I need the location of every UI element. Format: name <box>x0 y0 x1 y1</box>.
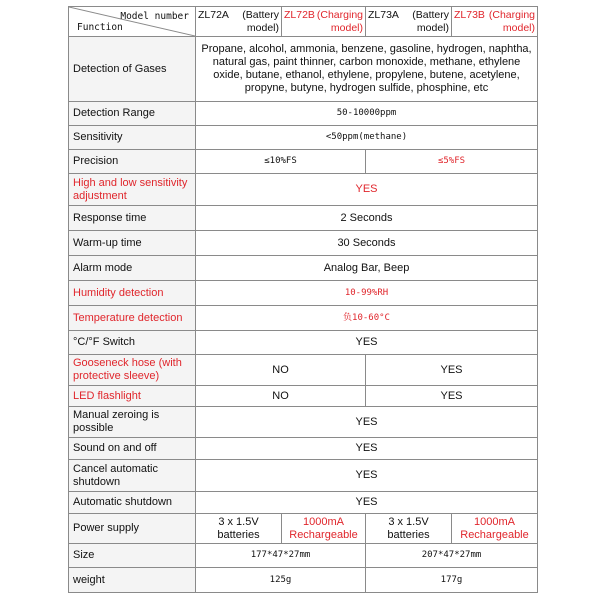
sensitivity-value: <50ppm(methane) <box>196 126 538 150</box>
row-sensitivity-adjustment <box>69 174 538 206</box>
humidity-value: 10-99%RH <box>196 281 538 306</box>
row-response-time <box>69 206 538 231</box>
model-type-suffix: model) <box>246 21 279 34</box>
model-number-label: Model number <box>120 11 189 22</box>
gooseneck-value-a: NO <box>196 355 366 386</box>
function-label: High and low sensitivity adjustment <box>69 174 196 206</box>
row-cancel-auto-shutdown <box>69 460 538 492</box>
function-label: LED flashlight <box>69 386 196 407</box>
power-rechargeable-b: 1000mA Rechargeable <box>452 514 538 544</box>
precision-value-a: ≤10%FS <box>196 150 366 174</box>
model-name: ZL73B <box>454 8 485 21</box>
temperature-value: 负10-60°C <box>196 306 538 331</box>
led-value-b: YES <box>366 386 538 407</box>
size-value-a: 177*47*27mm <box>196 544 366 568</box>
row-weight <box>69 568 538 593</box>
auto-value: YES <box>196 492 538 514</box>
model-name: ZL73A <box>368 8 399 21</box>
sound-value: YES <box>196 438 538 460</box>
model-name: ZL72B <box>284 8 315 21</box>
switch-value: YES <box>196 331 538 355</box>
model-header-zl73a <box>366 7 452 37</box>
model-header-zl73b <box>452 7 538 37</box>
corner-header-cell <box>69 7 196 37</box>
row-automatic-shutdown <box>69 492 538 514</box>
function-label: Automatic shutdown <box>69 492 196 514</box>
function-label: Function <box>77 22 123 33</box>
led-value-a: NO <box>196 386 366 407</box>
weight-value-b: 177g <box>366 568 538 593</box>
row-led-flashlight <box>69 386 538 407</box>
function-label: Precision <box>69 150 196 174</box>
function-label: Detection Range <box>69 102 196 126</box>
row-alarm-mode <box>69 256 538 281</box>
row-manual-zeroing <box>69 407 538 438</box>
spec-table <box>68 6 538 593</box>
model-name: ZL72A <box>198 8 229 21</box>
model-type: (Battery <box>242 8 279 21</box>
row-power-supply <box>69 514 538 544</box>
function-label: Detection of Gases <box>69 37 196 102</box>
power-rechargeable-a: 1000mA Rechargeable <box>282 514 366 544</box>
function-label: Gooseneck hose (with protective sleeve) <box>69 355 196 386</box>
model-type-suffix: model) <box>330 21 363 34</box>
row-warmup-time <box>69 231 538 256</box>
alarm-value: Analog Bar, Beep <box>196 256 538 281</box>
response-value: 2 Seconds <box>196 206 538 231</box>
model-type: (Charging <box>488 8 535 21</box>
model-type-suffix: model) <box>502 21 535 34</box>
row-humidity-detection <box>69 281 538 306</box>
row-detection-of-gases <box>69 37 538 102</box>
function-label: Alarm mode <box>69 256 196 281</box>
function-label: Power supply <box>69 514 196 544</box>
row-sensitivity <box>69 126 538 150</box>
row-temperature-detection <box>69 306 538 331</box>
row-gooseneck-hose <box>69 355 538 386</box>
precision-value-b: ≤5%FS <box>366 150 538 174</box>
function-label: weight <box>69 568 196 593</box>
function-label: Manual zeroing is possible <box>69 407 196 438</box>
function-label: Warm-up time <box>69 231 196 256</box>
function-label: Humidity detection <box>69 281 196 306</box>
row-size <box>69 544 538 568</box>
zero-value: YES <box>196 407 538 438</box>
warmup-value: 30 Seconds <box>196 231 538 256</box>
row-unit-switch <box>69 331 538 355</box>
gases-value: Propane, alcohol, ammonia, benzene, gasoline, hydrogen, naphtha, natural gas, paint thinner, carbon monoxide, methane, ethylene oxide, butane, ethanol, ethylene, propylene, butene, acetylene, propyne, butyne, hydrogen sulfide, phosphine, etc <box>196 37 538 102</box>
function-label: Sensitivity <box>69 126 196 150</box>
function-label: Size <box>69 544 196 568</box>
function-label: Temperature detection <box>69 306 196 331</box>
gooseneck-value-b: YES <box>366 355 538 386</box>
size-value-b: 207*47*27mm <box>366 544 538 568</box>
function-label: °C/°F Switch <box>69 331 196 355</box>
row-detection-range <box>69 102 538 126</box>
model-type-suffix: model) <box>416 21 449 34</box>
weight-value-a: 125g <box>196 568 366 593</box>
function-label: Response time <box>69 206 196 231</box>
model-type: (Charging <box>316 8 363 21</box>
model-header-zl72a <box>196 7 282 37</box>
function-label: Sound on and off <box>69 438 196 460</box>
model-header-zl72b <box>282 7 366 37</box>
power-battery-b: 3 x 1.5V batteries <box>366 514 452 544</box>
function-label: Cancel automatic shutdown <box>69 460 196 492</box>
cancel-value: YES <box>196 460 538 492</box>
range-value: 50-10000ppm <box>196 102 538 126</box>
adjust-value: YES <box>196 174 538 206</box>
header-row <box>69 7 538 37</box>
row-precision <box>69 150 538 174</box>
power-battery-a: 3 x 1.5V batteries <box>196 514 282 544</box>
model-type: (Battery <box>412 8 449 21</box>
row-sound-toggle <box>69 438 538 460</box>
